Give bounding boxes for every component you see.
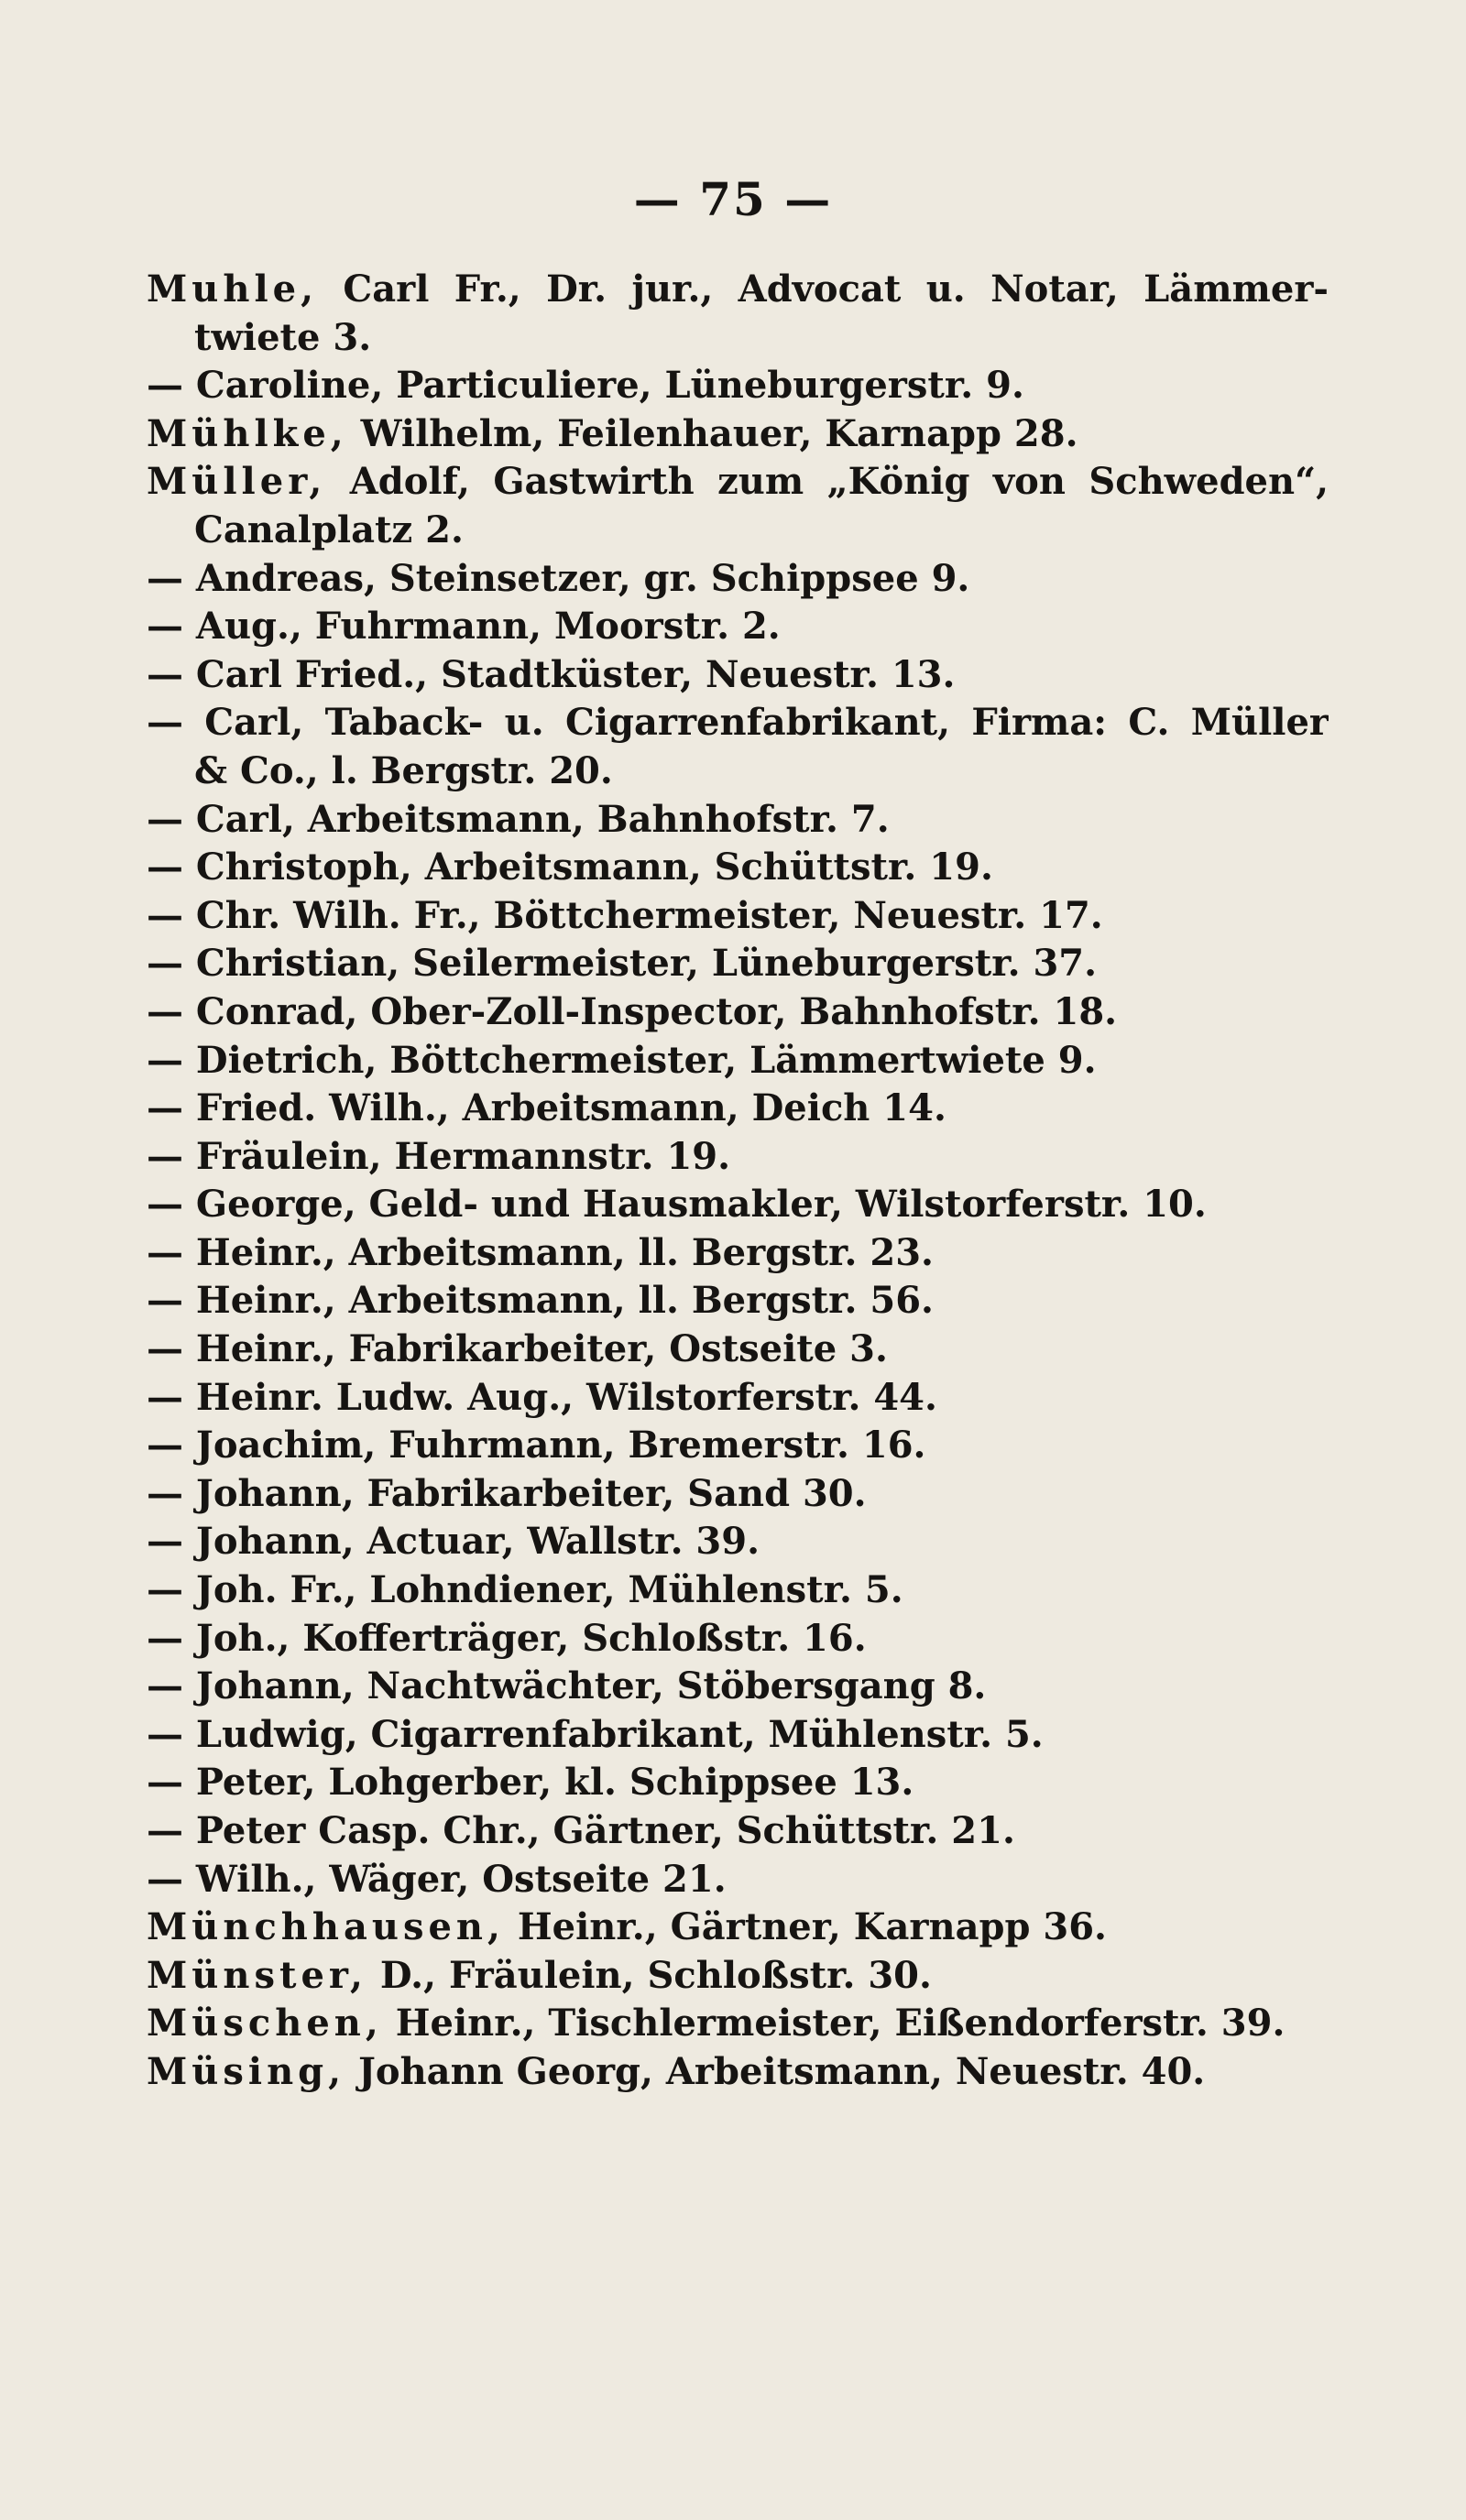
entry-text: — Johann, Nachtwächter, Stöbersgang 8. (147, 1664, 987, 1708)
entry-text: — Christoph, Arbeitsmann, Schüttstr. 19. (147, 845, 993, 889)
directory-line (147, 555, 1329, 604)
directory-line (147, 2048, 1329, 2097)
directory-line (147, 940, 1329, 988)
directory-line (147, 1952, 1329, 2001)
directory-line (147, 1663, 1329, 1711)
entry-text: — Peter Casp. Chr., Gärtner, Schüttstr. 21. (147, 1809, 1015, 1852)
directory-line (147, 1133, 1329, 1182)
entry-text: — Christian, Seilermeister, Lüneburgerstr. 37. (147, 942, 1098, 986)
directory-line (147, 651, 1329, 700)
entry-text: Johann Georg, Arbeitsmann, Neuestr. 40. (345, 2049, 1206, 2093)
entry-surname: Müschen, (147, 2002, 383, 2045)
directory-line (147, 1566, 1329, 1615)
directory-line (147, 2000, 1329, 2048)
entry-text: Heinr., Tischlermeister, Eißendorferstr. 39. (382, 2002, 1285, 2045)
entry-text: — Heinr., Arbeitsmann, ll. Bergstr. 23. (147, 1230, 934, 1274)
entry-text: — Carl, Arbeitsmann, Bahnhofstr. 7. (147, 797, 890, 841)
directory-line (147, 1181, 1329, 1229)
directory-line (147, 1518, 1329, 1566)
entry-text: & Co., l. Bergstr. 20. (194, 748, 613, 792)
entry-text: — Heinr., Arbeitsmann, ll. Bergstr. 56. (147, 1279, 934, 1323)
directory-line (147, 1085, 1329, 1133)
entry-surname: Muhle, (147, 267, 319, 311)
entry-surname: Mühlke, (147, 411, 348, 455)
entry-text: — Peter, Lohgerber, kl. Schippsee 13. (147, 1761, 914, 1805)
entry-surname: Münchhausen, (147, 1905, 505, 1949)
directory-line (147, 603, 1329, 651)
directory-line (147, 458, 1329, 507)
entry-text: — Wilh., Wäger, Ostseite 21. (147, 1857, 727, 1901)
entry-text: — Carl, Taback- u. Cigarrenfabrikant, Firma: C. Müller (147, 701, 1329, 745)
directory-line (147, 1711, 1329, 1760)
entry-text: Canalplatz 2. (194, 507, 464, 551)
directory-line (147, 1374, 1329, 1423)
entry-text: — Joachim, Fuhrmann, Bremerstr. 16. (147, 1424, 926, 1467)
directory-line (147, 1759, 1329, 1807)
entry-text: — Ludwig, Cigarrenfabrikant, Mühlenstr. 5. (147, 1712, 1044, 1756)
directory-line (147, 844, 1329, 892)
entry-text: D., Fräulein, Schloßstr. 30. (366, 1953, 932, 1997)
entry-text: Heinr., Gärtner, Karnapp 36. (504, 1905, 1107, 1949)
directory-line (147, 1470, 1329, 1519)
entry-text: — Fräulein, Hermannstr. 19. (147, 1134, 731, 1178)
entry-text: Wilhelm, Feilenhauer, Karnapp 28. (347, 411, 1078, 455)
entry-surname: Müsing, (147, 2049, 346, 2093)
entry-text: — Aug., Fuhrmann, Moorstr. 2. (147, 605, 781, 649)
directory-line (147, 362, 1329, 410)
entry-text: Adolf, Gastwirth zum „König von Schweden“, (326, 460, 1329, 504)
entry-text: — Carl Fried., Stadtküster, Neuestr. 13. (147, 652, 956, 696)
directory-line (147, 410, 1329, 459)
entry-text: twiete 3. (194, 315, 372, 359)
directory-line (147, 699, 1329, 747)
directory-line (147, 1615, 1329, 1664)
entry-surname: Münster, (147, 1953, 367, 1997)
entry-text: — Joh., Kofferträger, Schloßstr. 16. (147, 1616, 867, 1660)
directory-line (147, 1037, 1329, 1085)
page-number: — 75 — (633, 172, 833, 226)
directory-line (147, 266, 1329, 314)
directory-line (147, 1325, 1329, 1374)
directory-line (147, 988, 1329, 1037)
entry-text: — George, Geld- und Hausmakler, Wilstorferstr. 10. (147, 1183, 1207, 1227)
entry-text: — Heinr. Ludw. Aug., Wilstorferstr. 44. (147, 1375, 937, 1419)
directory-line (147, 1277, 1329, 1325)
directory-line (147, 1904, 1329, 1952)
entry-text: — Joh. Fr., Lohndiener, Mühlenstr. 5. (147, 1568, 903, 1612)
entry-text: — Chr. Wilh. Fr., Böttchermeister, Neuestr. 17. (147, 893, 1103, 937)
entry-text: — Conrad, Ober-Zoll-Inspector, Bahnhofstr. 18. (147, 989, 1118, 1033)
directory-line (147, 314, 1329, 363)
entry-text: Carl Fr., Dr. jur., Advocat u. Notar, Lämmer- (318, 267, 1329, 311)
directory-line (147, 1856, 1329, 1904)
entry-text: — Caroline, Particuliere, Lüneburgerstr. 9. (147, 364, 1024, 408)
directory-line (147, 1422, 1329, 1470)
entry-text: — Fried. Wilh., Arbeitsmann, Deich 14. (147, 1086, 946, 1130)
entry-text: — Johann, Fabrikarbeiter, Sand 30. (147, 1471, 867, 1515)
directory-line (147, 1807, 1329, 1856)
directory-line (147, 796, 1329, 845)
directory-line (147, 1229, 1329, 1278)
directory-line (147, 747, 1329, 796)
entry-text: — Heinr., Fabrikarbeiter, Ostseite 3. (147, 1327, 888, 1371)
directory-line (147, 892, 1329, 941)
directory-entries (147, 266, 1329, 2097)
directory-line (147, 507, 1329, 555)
entry-text: — Johann, Actuar, Wallstr. 39. (147, 1520, 760, 1564)
entry-text: — Dietrich, Böttchermeister, Lämmertwiete 9. (147, 1038, 1097, 1082)
entry-surname: Müller, (147, 460, 327, 504)
entry-text: — Andreas, Steinsetzer, gr. Schippsee 9. (147, 556, 970, 600)
